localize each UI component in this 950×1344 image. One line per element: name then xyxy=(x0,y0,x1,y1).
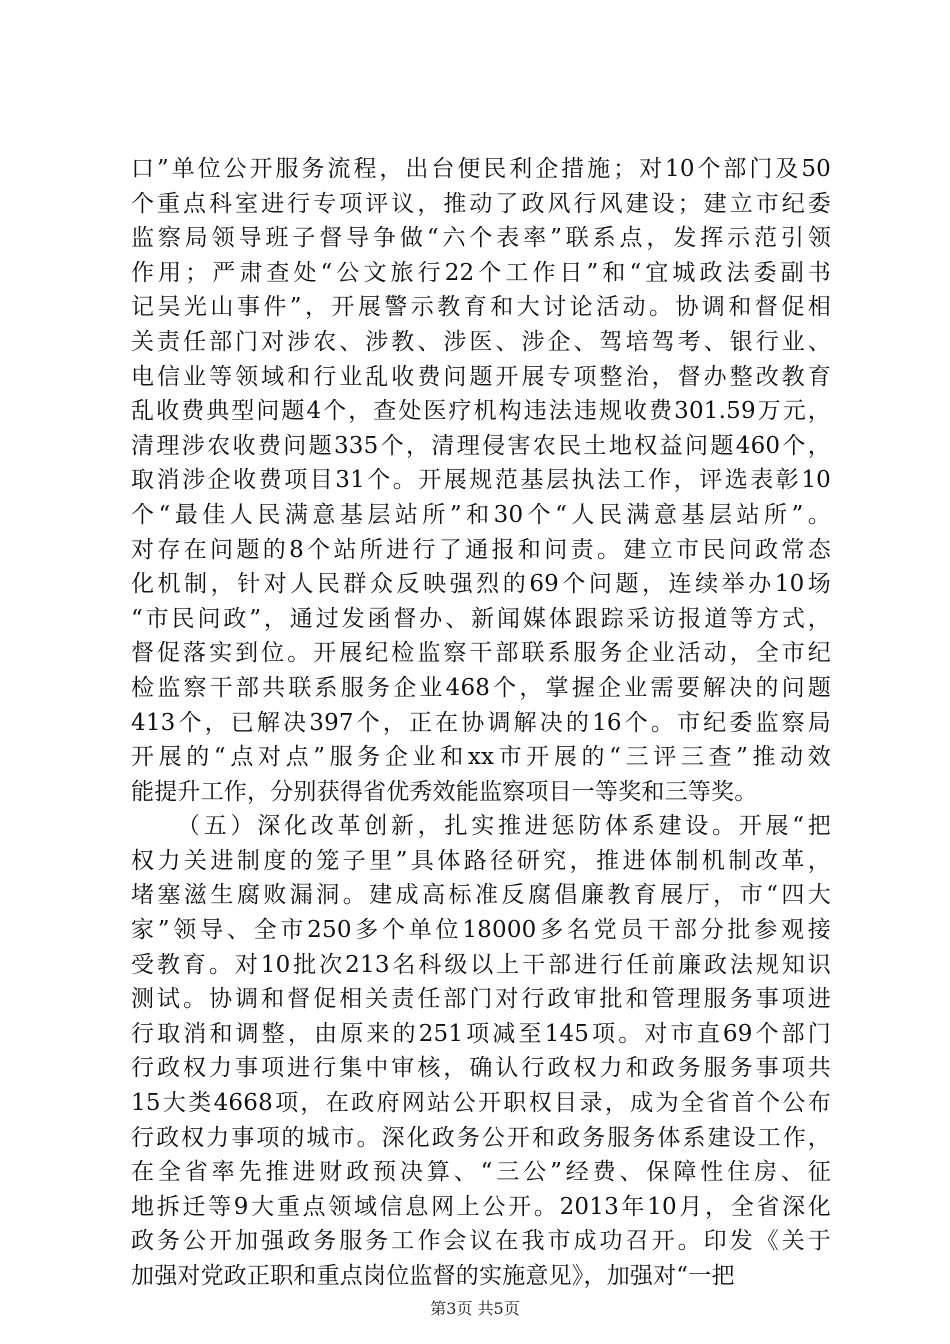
text-line: 能提升工作，分别获得省优秀效能监察项目一等奖和三等奖。 xyxy=(131,778,758,805)
text-line: 记吴光山事件”，开展警示教育和大讨论活动。协调和督促相 xyxy=(131,294,831,321)
text-line: 在全省率先推进财政预决算、“三公”经费、保障性住房、征 xyxy=(131,1159,831,1186)
text-line: 化机制，针对人民群众反映强烈的69个问题，连续举办10场 xyxy=(131,571,831,598)
text-line: 开展的“点对点”服务企业和xx市开展的“三评三查”推动效 xyxy=(131,744,831,771)
text-line: 15大类4668项，在政府网站公开职权目录，成为全省首个公布 xyxy=(131,1090,831,1117)
text-line: 口”单位公开服务流程，出台便民利企措施；对10个部门及50 xyxy=(131,156,831,182)
text-line: 作用；严肃查处“公文旅行22个工作日”和“宜城政法委副书 xyxy=(131,259,831,286)
text-line: 检监察干部共联系服务企业468个，掌握企业需要解决的问题 xyxy=(131,674,831,701)
text-line: 测试。协调和督促相关责任部门对行政审批和管理服务事项进 xyxy=(131,986,831,1013)
text-line: 受教育。对10批次213名科级以上干部进行任前廉政法规知识 xyxy=(131,951,831,978)
paragraph-reform xyxy=(131,809,831,1293)
text-line: 乱收费典型问题4个，查处医疗机构违法违规收费301.59万元， xyxy=(131,398,831,425)
text-line: “市民问政”，通过发函督办、新闻媒体跟踪采访报道等方式， xyxy=(131,605,831,632)
text-line: 清理涉农收费问题335个，清理侵害农民土地权益问题460个， xyxy=(131,432,831,459)
text-line: 对存在问题的8个站所进行了通报和问责。建立市民问政常态 xyxy=(131,536,831,563)
paragraph-enforcement xyxy=(131,152,831,809)
text-line: 个重点科室进行专项评议，推动了政风行风建设；建立市纪委 xyxy=(131,190,831,217)
text-line: 电信业等领域和行业乱收费问题开展专项整治，督办整改教育 xyxy=(131,363,831,390)
text-line: 行取消和调整，由原来的251项减至145项。对市直69个部门 xyxy=(131,1020,831,1047)
text-line: 行政权力事项的城市。深化政务公开和政务服务体系建设工作， xyxy=(131,1124,831,1151)
document-body xyxy=(131,152,831,1294)
text-line: 加强对党政正职和重点岗位监督的实施意见》，加强对“一把 xyxy=(131,1263,735,1289)
text-line: 行政权力事项进行集中审核，确认行政权力和政务服务事项共 xyxy=(131,1055,831,1082)
text-line: 地拆迁等9大重点领域信息网上公开。2013年10月，全省深化 xyxy=(131,1193,831,1220)
text-line: 堵塞滋生腐败漏洞。建成高标准反腐倡廉教育展厅，市“四大 xyxy=(131,882,831,909)
text-line: 政务公开加强政务服务工作会议在我市成功召开。印发《关于 xyxy=(131,1228,831,1255)
text-line: 监察局领导班子督导争做“六个表率”联系点，发挥示范引领 xyxy=(131,225,831,252)
text-line: 413个，已解决397个，正在协调解决的16个。市纪委监察局 xyxy=(131,709,831,736)
text-line: 家”领导、全市250多个单位18000多名党员干部分批参观接 xyxy=(131,917,831,944)
text-line: （五）深化改革创新，扎实推进惩防体系建设。开展“把 xyxy=(177,813,831,840)
text-line: 个“最佳人民满意基层站所”和30个“人民满意基层站所”。 xyxy=(131,501,831,528)
page-footer: 第3页 共5页 xyxy=(430,1299,520,1318)
text-line: 权力关进制度的笼子里”具体路径研究，推进体制机制改革， xyxy=(131,847,831,874)
text-line: 关责任部门对涉农、涉教、涉医、涉企、驾培驾考、银行业、 xyxy=(131,328,831,355)
text-line: 取消涉企收费项目31个。开展规范基层执法工作，评选表彰10 xyxy=(131,467,831,494)
text-line: 督促落实到位。开展纪检监察干部联系服务企业活动，全市纪 xyxy=(131,640,831,667)
